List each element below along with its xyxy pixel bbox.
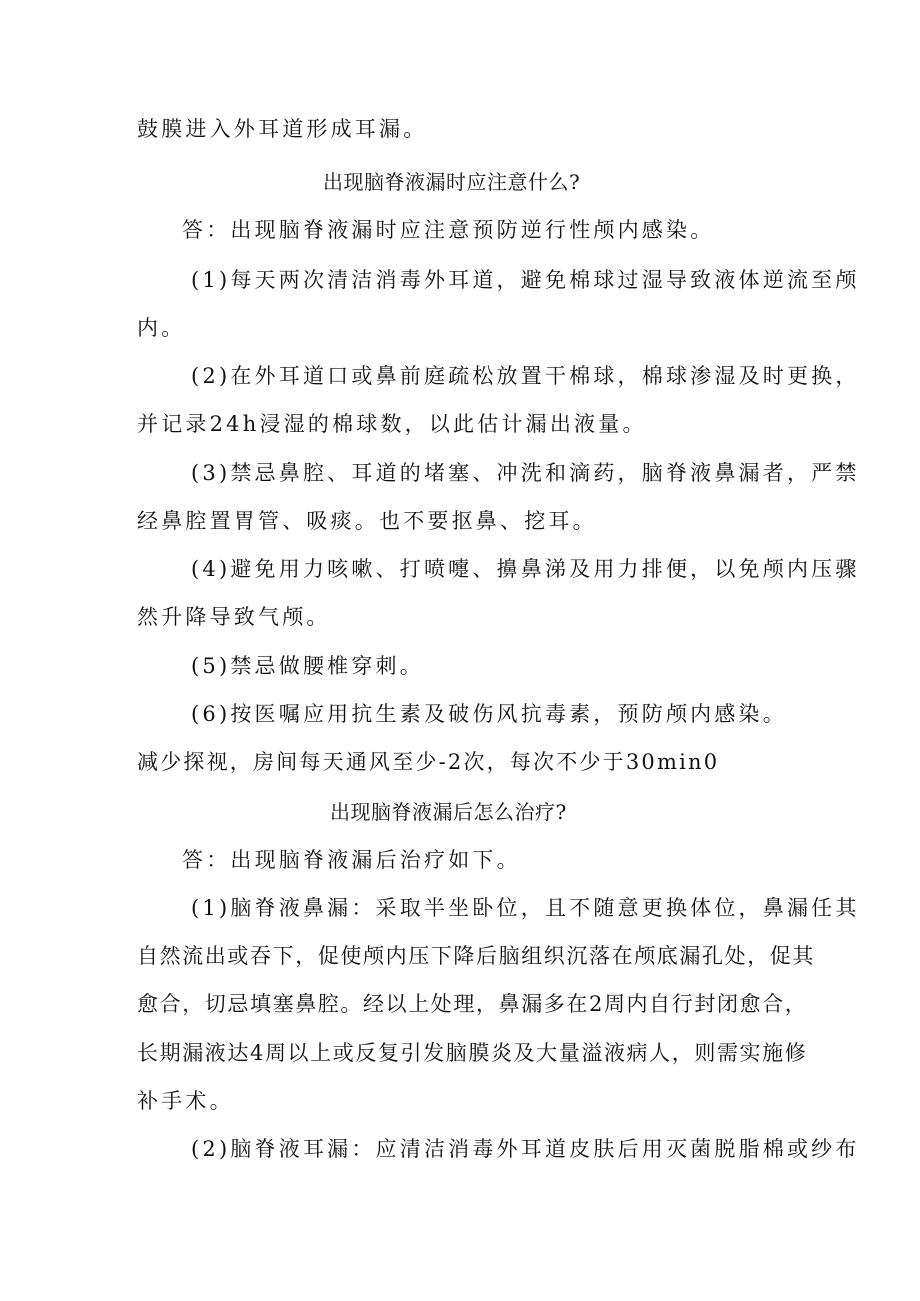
list-item-6: (6)按医嘱应用抗生素及破伤风抗毒素，预防颅内感染。 bbox=[191, 702, 787, 726]
paragraph-line: 减少探视，房间每天通风至少-2次，每次不少于30min0 bbox=[137, 750, 720, 774]
answer-intro: 答：出现脑脊液漏后治疗如下。 bbox=[182, 848, 521, 872]
treatment-1-line-4: 长期漏液达4周以上或反复引发脑膜炎及大量溢液病人，则需实施修 bbox=[137, 1041, 808, 1065]
list-item-1-line-1: (1)每天两次清洁消毒外耳道，避免棉球过湿导致液体逆流至颅 bbox=[191, 268, 860, 292]
list-item-3-line-2: 经鼻腔置胃管、吸痰。也不要抠鼻、挖耳。 bbox=[137, 509, 597, 533]
treatment-1-line-2: 自然流出或吞下，促使颅内压下降后脑组织沉落在颅底漏孔处，促其 bbox=[137, 944, 815, 968]
treatment-1-line-3: 愈合，切忌填塞鼻腔。经以上处理，鼻漏多在2周内自行封闭愈合， bbox=[137, 992, 808, 1016]
list-item-4-line-1: (4)避免用力咳嗽、打喷嚏、擤鼻涕及用力排便，以免颅内压骤 bbox=[191, 557, 860, 581]
treatment-2-line-1: (2)脑脊液耳漏：应清洁消毒外耳道皮肤后用灭菌脱脂棉或纱布 bbox=[191, 1137, 860, 1161]
answer-intro: 答：出现脑脊液漏时应注意预防逆行性颅内感染。 bbox=[182, 218, 715, 242]
paragraph-line: 鼓膜进入外耳道形成耳漏。 bbox=[137, 117, 428, 141]
list-item-3-line-1: (3)禁忌鼻腔、耳道的堵塞、冲洗和滴药，脑脊液鼻漏者，严禁 bbox=[191, 461, 860, 485]
section-heading: 出现脑脊液漏后怎么治疗? bbox=[330, 800, 567, 824]
list-item-1-line-2: 内。 bbox=[137, 316, 186, 340]
list-item-2-line-2: 并记录24h浸湿的棉球数，以此估计漏出液量。 bbox=[137, 412, 647, 436]
list-item-2-line-1: (2)在外耳道口或鼻前庭疏松放置干棉球，棉球渗湿及时更换， bbox=[191, 364, 860, 388]
list-item-5: (5)禁忌做腰椎穿刺。 bbox=[191, 654, 424, 678]
treatment-1-line-1: (1)脑脊液鼻漏：采取半坐卧位，且不随意更换体位，鼻漏任其 bbox=[191, 896, 860, 920]
treatment-1-line-5: 补手术。 bbox=[137, 1089, 234, 1113]
section-heading: 出现脑脊液漏时应注意什么? bbox=[323, 170, 581, 194]
list-item-4-line-2: 然升降导致气颅。 bbox=[137, 605, 331, 629]
